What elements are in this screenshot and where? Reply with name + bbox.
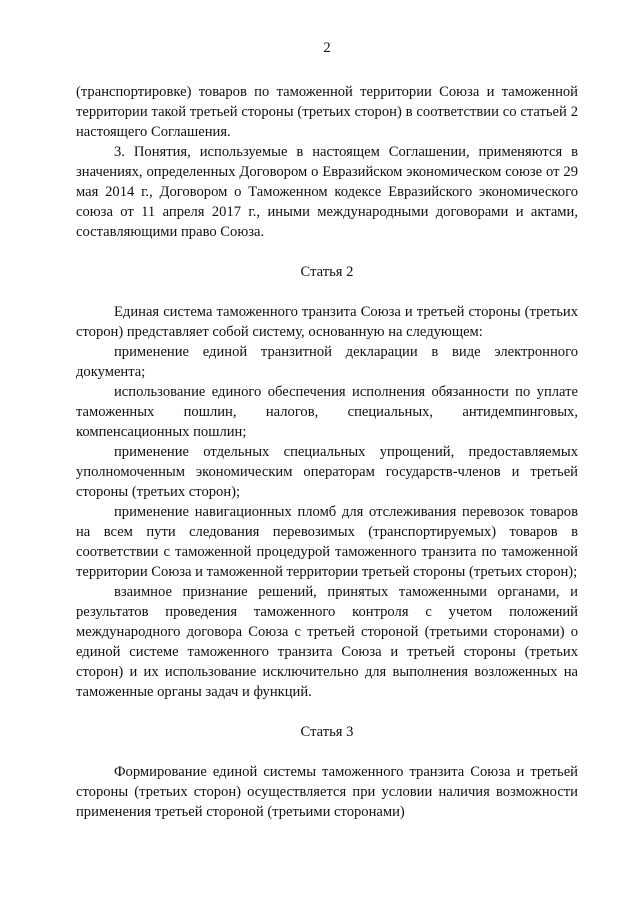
article-2-paragraph: применение единой транзитной декларации в виде электронного документа;	[76, 344, 578, 380]
article-2-paragraph: взаимное признание решений, принятых таможенными органами, и результатов проведения таможенного контроля с учетом положений международного договора Союза с третьей стороной (третьими сторонами) о единой системе таможенного транзита Союза и третьей стороны (третьих сторон) и их использование исключительно для выполнения возложенных на таможенные органы задач и функций.	[76, 584, 578, 700]
article-2-paragraph: применение навигационных пломб для отслеживания перевозок товаров на всем пути следования перевозимых (транспортируемых) товаров в соответствии с таможенной процедурой таможенного транзита по таможенной территории Союза и таможенной территории третьей стороны (третьих сторон);	[76, 504, 578, 580]
paragraph-intro-continuation: (транспортировке) товаров по таможенной территории Союза и таможенной территории такой третьей стороны (третьих сторон) в соответствии со статьей 2 настоящего Соглашения.	[76, 84, 578, 140]
article-2-paragraph: применение отдельных специальных упрощений, предоставляемых уполномоченным экономическим операторам государств-членов и третьей стороны (третьих сторон);	[76, 444, 578, 500]
article-3-paragraph: Формирование единой системы таможенного транзита Союза и третьей стороны (третьих сторон) осуществляется при условии наличия возможности применения третьей стороной (третьими сторонами)	[76, 764, 578, 820]
paragraph-definitions: 3. Понятия, используемые в настоящем Соглашении, применяются в значениях, определенных Договором о Евразийском экономическом союзе от 29 мая 2014 г., Договором о Таможенном кодексе Евразийского экономического союза от 11 апреля 2017 г., иными международными договорами и актами, составляющими право Союза.	[76, 144, 578, 240]
article-2-heading: Статья 2	[300, 264, 354, 280]
article-3-heading: Статья 3	[300, 724, 354, 740]
page-number: 2	[323, 40, 331, 56]
article-2-paragraph: использование единого обеспечения исполнения обязанности по уплате таможенных пошлин, налогов, специальных, антидемпинговых, компенсационных пошлин;	[76, 384, 578, 440]
article-2-paragraph: Единая система таможенного транзита Союза и третьей стороны (третьих сторон) представляет собой систему, основанную на следующем:	[76, 304, 578, 340]
